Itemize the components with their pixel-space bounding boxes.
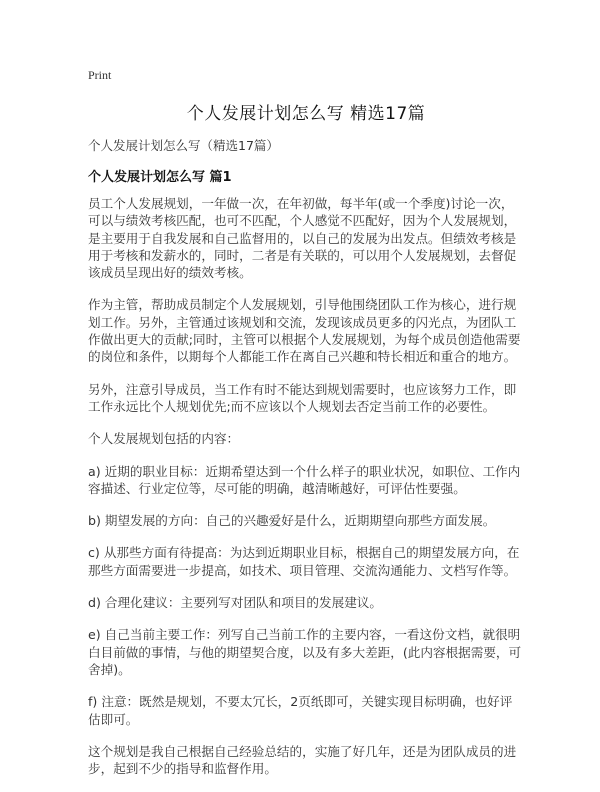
page-title: 个人发展计划怎么写 精选17篇 — [186, 104, 426, 124]
list-item: c) 从那些方面有待提高：为达到近期职业目标，根据自己的期望发展方向，在那些方面需要进一步提高，如技术、项目管理、交流沟通能力、文档写作等。 — [88, 545, 520, 578]
paragraph: 个人发展规划包括的内容： — [88, 431, 240, 447]
print-link[interactable]: Print — [88, 68, 112, 82]
paragraph: 员工个人发展规划，一年做一次，在年初做，每半年(或一个季度)讨论一次，可以与绩效考核匹配，也可不匹配，个人感觉不匹配好，因为个人发展规划，是主要用于自我发展和自己监督用的，以自己的发展为出发点。但绩效考核是用于考核和发薪水的，同时，二者是有关联的，可以用个人发展规划，去督促该成员呈现出好的绩效考核。 — [88, 196, 517, 281]
list-item: d) 合理化建议：主要列写对团队和项目的发展建议。 — [88, 595, 382, 611]
paragraph: 另外，注意引导成员，当工作有时不能达到规划需要时，也应该努力工作，即工作永远比个人规划优先;而不应该以个人规划去否定当前工作的必要性。 — [88, 381, 517, 414]
list-item: a) 近期的职业目标：近期希望达到一个什么样子的职业状况，如职位、工作内容描述、行业定位等，尽可能的明确，越清晰越好，可评估性要强。 — [88, 463, 521, 496]
document-subtitle: 个人发展计划怎么写（精选17篇） — [88, 138, 279, 153]
list-item: f) 注意：既然是规划，不要太冗长，2页纸即可，关键实现目标明确，也好评估即可。 — [88, 694, 513, 727]
section-heading: 个人发展计划怎么写 篇1 — [88, 170, 232, 185]
list-item: b) 期望发展的方向：自己的兴趣爱好是什么，近期期望向那些方面发展。 — [88, 513, 496, 529]
paragraph: 这个规划是我自己根据自己经验总结的，实施了好几年，还是为团队成员的进步，起到不少的指导和监督作用。 — [88, 743, 517, 777]
paragraph: 作为主管，帮助成员制定个人发展规划，引导他围绕团队工作为核心，进行规划工作。另外，主管通过该规划和交流，发现该成员更多的闪光点，为团队工作做出更大的贡献;同时，主管可以根据个人发展规划，为每个成员创造他需要的岗位和条件，以期每个人都能工作在离自己兴趣和特长相近和重合的地方。 — [88, 297, 521, 365]
list-item: e) 自己当前主要工作：列写自己当前工作的主要内容，一看这份文档，就很明白目前做的事情，与他的期望契合度，以及有多大差距，(此内容根据需要，可舍掉)。 — [88, 627, 522, 677]
document-page — [88, 68, 524, 792]
